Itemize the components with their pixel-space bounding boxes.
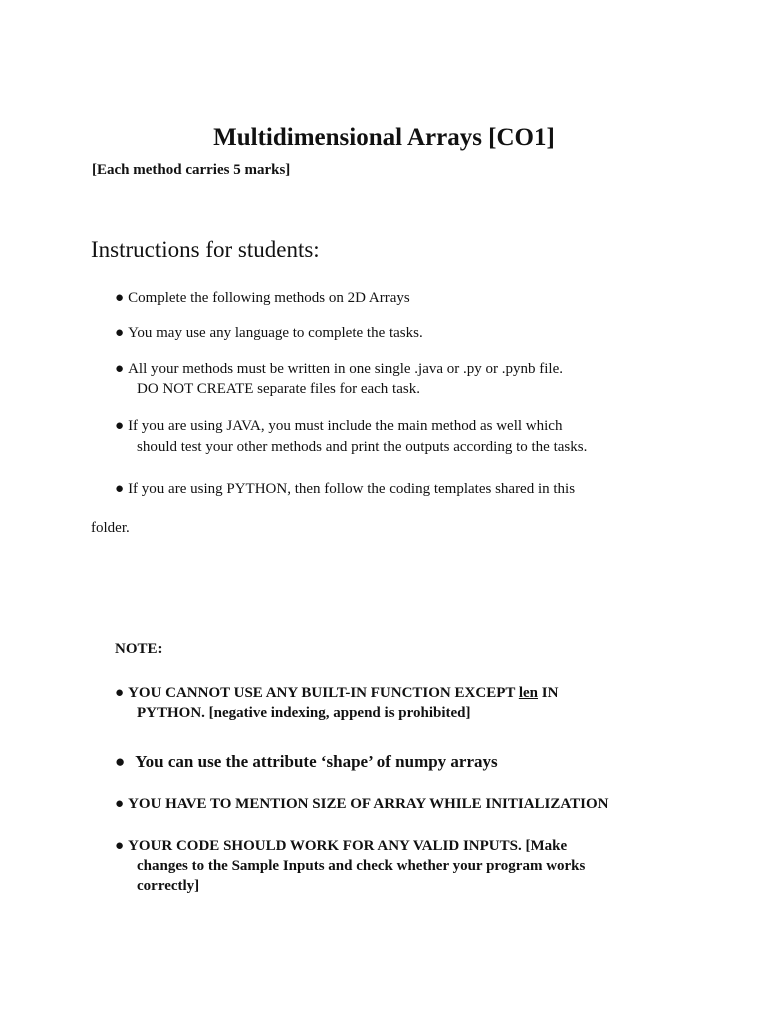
instruction-item <box>115 323 423 343</box>
bullet-icon: ● <box>115 418 125 434</box>
page-title: Multidimensional Arrays [CO1] <box>213 124 555 151</box>
note-heading: NOTE: <box>115 641 163 657</box>
len-keyword: len <box>518 685 539 701</box>
note-text: You can use the attribute ‘shape’ of numpy arrays <box>135 752 498 771</box>
note-text: YOU HAVE TO MENTION SIZE OF ARRAY WHILE INITIALIZATION <box>128 796 609 812</box>
bullet-icon: ● <box>115 685 125 701</box>
instruction-text-cont: should test your other methods and print the outputs according to the tasks. <box>137 439 588 455</box>
instruction-text: If you are using JAVA, you must include the main method as well which <box>128 418 563 434</box>
bullet-icon: ● <box>115 361 125 377</box>
note-text: YOUR CODE SHOULD WORK FOR ANY VALID INPUTS. [Make <box>128 838 568 854</box>
note-item <box>115 836 567 856</box>
instruction-item <box>115 288 410 308</box>
instructions-heading: Instructions for students: <box>91 237 320 262</box>
instruction-text: Complete the following methods on 2D Arrays <box>128 290 410 306</box>
note-item <box>115 794 608 814</box>
bullet-icon: ● <box>115 290 125 306</box>
bullet-icon: ● <box>115 481 125 497</box>
bullet-icon: ● <box>115 796 125 812</box>
instruction-item <box>115 359 563 379</box>
note-text: IN <box>541 685 559 701</box>
instruction-text: If you are using PYTHON, then follow the coding templates shared in this <box>128 481 576 497</box>
bullet-icon: ● <box>115 752 126 771</box>
instruction-text: All your methods must be written in one single .java or .py or .pynb file. <box>128 361 563 377</box>
note-text-cont: PYTHON. [negative indexing, append is prohibited] <box>137 705 471 721</box>
note-text-cont: correctly] <box>137 878 200 894</box>
note-text: YOU CANNOT USE ANY BUILT-IN FUNCTION EXCEPT <box>128 685 516 701</box>
note-item <box>115 683 558 703</box>
bullet-icon: ● <box>115 325 125 341</box>
note-text-cont: changes to the Sample Inputs and check whether your program works <box>137 858 586 874</box>
note-item <box>115 751 498 773</box>
instruction-item <box>115 479 575 499</box>
instruction-text-cont: DO NOT CREATE separate files for each task. <box>137 381 420 397</box>
instruction-item <box>115 416 562 436</box>
marks-note: [Each method carries 5 marks] <box>92 162 291 178</box>
instruction-text-cont: folder. <box>91 520 130 536</box>
bullet-icon: ● <box>115 838 125 854</box>
instruction-text: You may use any language to complete the tasks. <box>128 325 423 341</box>
